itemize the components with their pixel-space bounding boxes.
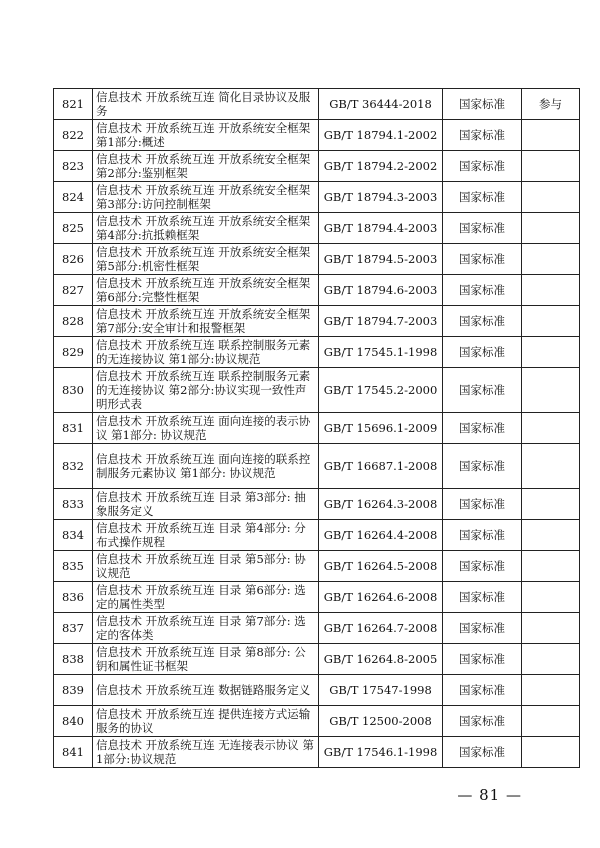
- standard-name: 信息技术 开放系统互连 目录 第8部分: 公钥和属性证书框架: [93, 644, 319, 675]
- page-number: — 81 —: [457, 786, 522, 804]
- standard-name: 信息技术 开放系统互连 联系控制服务元素的无连接协议 第1部分:协议规范: [93, 337, 319, 368]
- table-row: [54, 706, 580, 737]
- standard-name: 信息技术 开放系统互连 无连接表示协议 第1部分:协议规范: [93, 737, 319, 768]
- standard-name: 信息技术 开放系统互连 开放系统安全框架 第3部分:访问控制框架: [93, 182, 319, 213]
- standard-note: [522, 489, 580, 520]
- standard-type: 国家标准: [443, 444, 522, 489]
- row-number: 826: [54, 244, 93, 275]
- table-row: [54, 613, 580, 644]
- row-number: 833: [54, 489, 93, 520]
- standard-name: 信息技术 开放系统互连 开放系统安全框架 第7部分:安全审计和报警框架: [93, 306, 319, 337]
- standard-name: 信息技术 开放系统互连 目录 第4部分: 分布式操作规程: [93, 520, 319, 551]
- standard-type: 国家标准: [443, 368, 522, 413]
- standard-name: 信息技术 开放系统互连 开放系统安全框架 第6部分:完整性框架: [93, 275, 319, 306]
- standard-name: 信息技术 开放系统互连 数据链路服务定义: [93, 675, 319, 706]
- row-number: 823: [54, 151, 93, 182]
- standard-name: 信息技术 开放系统互连 目录 第5部分: 协议规范: [93, 551, 319, 582]
- standard-code: GB/T 18794.1-2002: [319, 120, 443, 151]
- table-row: [54, 520, 580, 551]
- standard-code: GB/T 17545.1-1998: [319, 337, 443, 368]
- row-number: 829: [54, 337, 93, 368]
- standard-code: GB/T 17546.1-1998: [319, 737, 443, 768]
- standard-code: GB/T 36444-2018: [319, 89, 443, 120]
- standard-code: GB/T 18794.3-2003: [319, 182, 443, 213]
- standard-name: 信息技术 开放系统互连 面向连接的联系控制服务元素协议 第1部分: 协议规范: [93, 444, 319, 489]
- standard-name: 信息技术 开放系统互连 提供连接方式运输服务的协议: [93, 706, 319, 737]
- standard-code: GB/T 16264.4-2008: [319, 520, 443, 551]
- standard-name: 信息技术 开放系统互连 开放系统安全框架 第4部分:抗抵赖框架: [93, 213, 319, 244]
- row-number: 836: [54, 582, 93, 613]
- table-row: [54, 306, 580, 337]
- standard-name: 信息技术 开放系统互连 目录 第3部分: 抽象服务定义: [93, 489, 319, 520]
- table-row: [54, 182, 580, 213]
- standard-code: GB/T 16264.8-2005: [319, 644, 443, 675]
- row-number: 822: [54, 120, 93, 151]
- standard-name: 信息技术 开放系统互连 开放系统安全框架 第5部分:机密性框架: [93, 244, 319, 275]
- standard-note: [522, 306, 580, 337]
- standard-code: GB/T 16687.1-2008: [319, 444, 443, 489]
- standards-table-body: [54, 89, 580, 768]
- standard-type: 国家标准: [443, 151, 522, 182]
- row-number: 825: [54, 213, 93, 244]
- standard-type: 国家标准: [443, 737, 522, 768]
- table-row: [54, 675, 580, 706]
- standard-note: [522, 151, 580, 182]
- table-row: [54, 551, 580, 582]
- table-row: [54, 89, 580, 120]
- standard-code: GB/T 17547-1998: [319, 675, 443, 706]
- standard-type: 国家标准: [443, 489, 522, 520]
- row-number: 821: [54, 89, 93, 120]
- standard-name: 信息技术 开放系统互连 面向连接的表示协议 第1部分: 协议规范: [93, 413, 319, 444]
- row-number: 840: [54, 706, 93, 737]
- row-number: 838: [54, 644, 93, 675]
- row-number: 841: [54, 737, 93, 768]
- standard-code: GB/T 18794.4-2003: [319, 213, 443, 244]
- standard-note: [522, 737, 580, 768]
- standard-type: 国家标准: [443, 613, 522, 644]
- standard-note: 参与: [522, 89, 580, 120]
- standard-code: GB/T 16264.3-2008: [319, 489, 443, 520]
- standard-type: 国家标准: [443, 337, 522, 368]
- row-number: 827: [54, 275, 93, 306]
- row-number: 837: [54, 613, 93, 644]
- standard-type: 国家标准: [443, 213, 522, 244]
- table-row: [54, 444, 580, 489]
- standard-note: [522, 644, 580, 675]
- standard-note: [522, 613, 580, 644]
- standard-type: 国家标准: [443, 275, 522, 306]
- row-number: 835: [54, 551, 93, 582]
- standard-note: [522, 413, 580, 444]
- standard-type: 国家标准: [443, 306, 522, 337]
- row-number: 834: [54, 520, 93, 551]
- standard-name: 信息技术 开放系统互连 简化目录协议及服务: [93, 89, 319, 120]
- table-row: [54, 368, 580, 413]
- standard-note: [522, 551, 580, 582]
- row-number: 839: [54, 675, 93, 706]
- standard-code: GB/T 18794.5-2003: [319, 244, 443, 275]
- standard-note: [522, 337, 580, 368]
- standard-type: 国家标准: [443, 89, 522, 120]
- standard-note: [522, 213, 580, 244]
- standard-note: [522, 520, 580, 551]
- standards-table: [53, 88, 580, 768]
- standard-type: 国家标准: [443, 413, 522, 444]
- standard-note: [522, 368, 580, 413]
- row-number: 824: [54, 182, 93, 213]
- standard-type: 国家标准: [443, 675, 522, 706]
- standard-type: 国家标准: [443, 520, 522, 551]
- standard-note: [522, 182, 580, 213]
- row-number: 830: [54, 368, 93, 413]
- standard-name: 信息技术 开放系统互连 联系控制服务元素的无连接协议 第2部分:协议实现一致性声明形式表: [93, 368, 319, 413]
- standard-code: GB/T 16264.7-2008: [319, 613, 443, 644]
- table-row: [54, 213, 580, 244]
- table-row: [54, 151, 580, 182]
- table-row: [54, 489, 580, 520]
- standard-type: 国家标准: [443, 706, 522, 737]
- standard-code: GB/T 12500-2008: [319, 706, 443, 737]
- table-row: [54, 644, 580, 675]
- standard-code: GB/T 16264.5-2008: [319, 551, 443, 582]
- standard-note: [522, 244, 580, 275]
- standard-type: 国家标准: [443, 551, 522, 582]
- standard-type: 国家标准: [443, 644, 522, 675]
- row-number: 831: [54, 413, 93, 444]
- standard-code: GB/T 18794.6-2003: [319, 275, 443, 306]
- standard-name: 信息技术 开放系统互连 目录 第7部分: 选定的客体类: [93, 613, 319, 644]
- standard-code: GB/T 15696.1-2009: [319, 413, 443, 444]
- table-row: [54, 337, 580, 368]
- table-row: [54, 737, 580, 768]
- standard-note: [522, 706, 580, 737]
- standard-name: 信息技术 开放系统互连 开放系统安全框架 第1部分:概述: [93, 120, 319, 151]
- standard-code: GB/T 16264.6-2008: [319, 582, 443, 613]
- standard-type: 国家标准: [443, 120, 522, 151]
- standard-type: 国家标准: [443, 244, 522, 275]
- standard-code: GB/T 17545.2-2000: [319, 368, 443, 413]
- standard-name: 信息技术 开放系统互连 目录 第6部分: 选定的属性类型: [93, 582, 319, 613]
- standard-name: 信息技术 开放系统互连 开放系统安全框架 第2部分:鉴别框架: [93, 151, 319, 182]
- standard-type: 国家标准: [443, 582, 522, 613]
- row-number: 832: [54, 444, 93, 489]
- table-row: [54, 244, 580, 275]
- standard-note: [522, 120, 580, 151]
- row-number: 828: [54, 306, 93, 337]
- standard-note: [522, 582, 580, 613]
- table-row: [54, 120, 580, 151]
- table-row: [54, 582, 580, 613]
- standard-note: [522, 675, 580, 706]
- standard-code: GB/T 18794.7-2003: [319, 306, 443, 337]
- standard-type: 国家标准: [443, 182, 522, 213]
- table-row: [54, 413, 580, 444]
- standard-note: [522, 444, 580, 489]
- standard-note: [522, 275, 580, 306]
- standard-code: GB/T 18794.2-2002: [319, 151, 443, 182]
- table-row: [54, 275, 580, 306]
